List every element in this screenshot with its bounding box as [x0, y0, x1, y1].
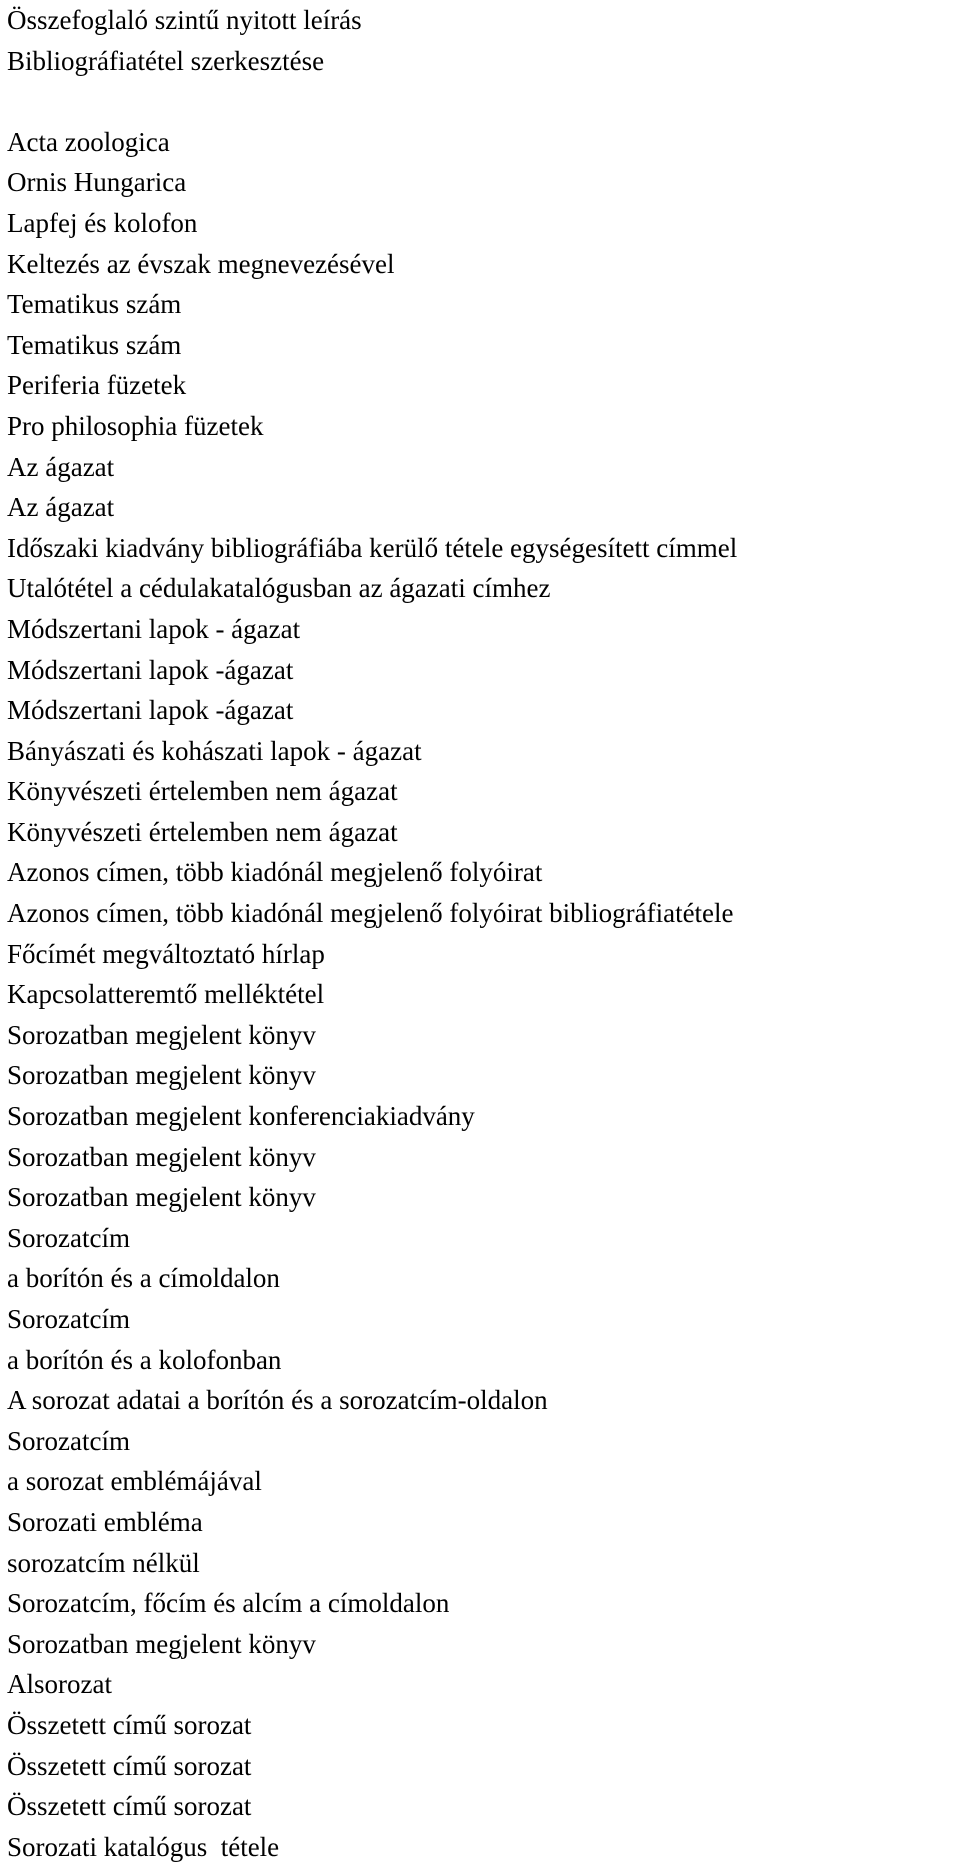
document-line: Időszaki kiadvány bibliográfiába kerülő tétele egységesített címmel [7, 532, 738, 563]
document-line: Sorozatban megjelent könyv [7, 1060, 316, 1091]
document-line: Könyvészeti értelemben nem ágazat [7, 776, 398, 807]
document-line: Könyvészeti értelemben nem ágazat [7, 816, 398, 847]
document-line: Az ágazat [7, 451, 115, 482]
document-line: Módszertani lapok -ágazat [7, 654, 294, 685]
document-line: Periferia füzetek [7, 370, 187, 401]
document-line: sorozatcím nélkül [7, 1547, 200, 1578]
document-line: Alsorozat [7, 1669, 112, 1700]
document-line: Utalótétel a cédulakatalógusban az ágazati címhez [7, 573, 551, 604]
document-line: Pro philosophia füzetek [7, 410, 264, 441]
document-line: Sorozatban megjelent könyv [7, 1019, 316, 1050]
document-line: Sorozati embléma [7, 1506, 203, 1537]
document-line: Ornis Hungarica [7, 167, 187, 198]
document-line: Sorozatban megjelent könyv [7, 1182, 316, 1213]
document-line: Sorozatban megjelent konferenciakiadvány [7, 1101, 475, 1132]
document-line: Azonos címen, több kiadónál megjelenő folyóirat bibliográfiatétele [7, 898, 734, 929]
document-line: Az ágazat [7, 492, 115, 523]
document-line: a sorozat emblémájával [7, 1466, 262, 1497]
document-line: Lapfej és kolofon [7, 207, 198, 238]
document-line: a borítón és a kolofonban [7, 1344, 282, 1375]
document-line: Főcímét megváltoztató hírlap [7, 938, 325, 969]
document-line: Sorozatban megjelent könyv [7, 1141, 316, 1172]
document-line: Sorozatcím [7, 1304, 130, 1334]
document-line: Módszertani lapok - ágazat [7, 613, 301, 644]
document-line: Acta zoologica [7, 126, 170, 157]
document-line: Tematikus szám [7, 289, 182, 320]
document-line: Sorozati katalógus tétele [7, 1831, 280, 1862]
document-line: Összetett című sorozat [7, 1709, 252, 1740]
document-line: Kapcsolatteremtő melléktétel [7, 979, 325, 1010]
document-line: Azonos címen, több kiadónál megjelenő folyóirat [7, 857, 543, 888]
document-line: Sorozatcím [7, 1222, 130, 1253]
document-line: Összefoglaló szintű nyitott leírás [7, 5, 362, 35]
document-line: Módszertani lapok -ágazat [7, 695, 294, 726]
document-line: Összetett című sorozat [7, 1750, 252, 1781]
document-line: Bányászati és kohászati lapok - ágazat [7, 735, 422, 766]
blank-line [7, 81, 957, 122]
document-line: Bibliográfiatétel szerkesztése [7, 45, 325, 76]
document-line: Sorozatban megjelent könyv [7, 1628, 316, 1659]
document-line: a borítón és a címoldalon [7, 1263, 280, 1294]
document-line: Sorozatcím, főcím és alcím a címoldalon [7, 1588, 450, 1619]
document-line: Összetett című sorozat [7, 1791, 252, 1822]
document-body [7, 0, 957, 1867]
document-line: A sorozat adatai a borítón és a sorozatcím-oldalon [7, 1385, 548, 1416]
document-line: Tematikus szám [7, 329, 182, 360]
document-line: Sorozatcím [7, 1425, 130, 1456]
document-line: Keltezés az évszak megnevezésével [7, 248, 395, 279]
